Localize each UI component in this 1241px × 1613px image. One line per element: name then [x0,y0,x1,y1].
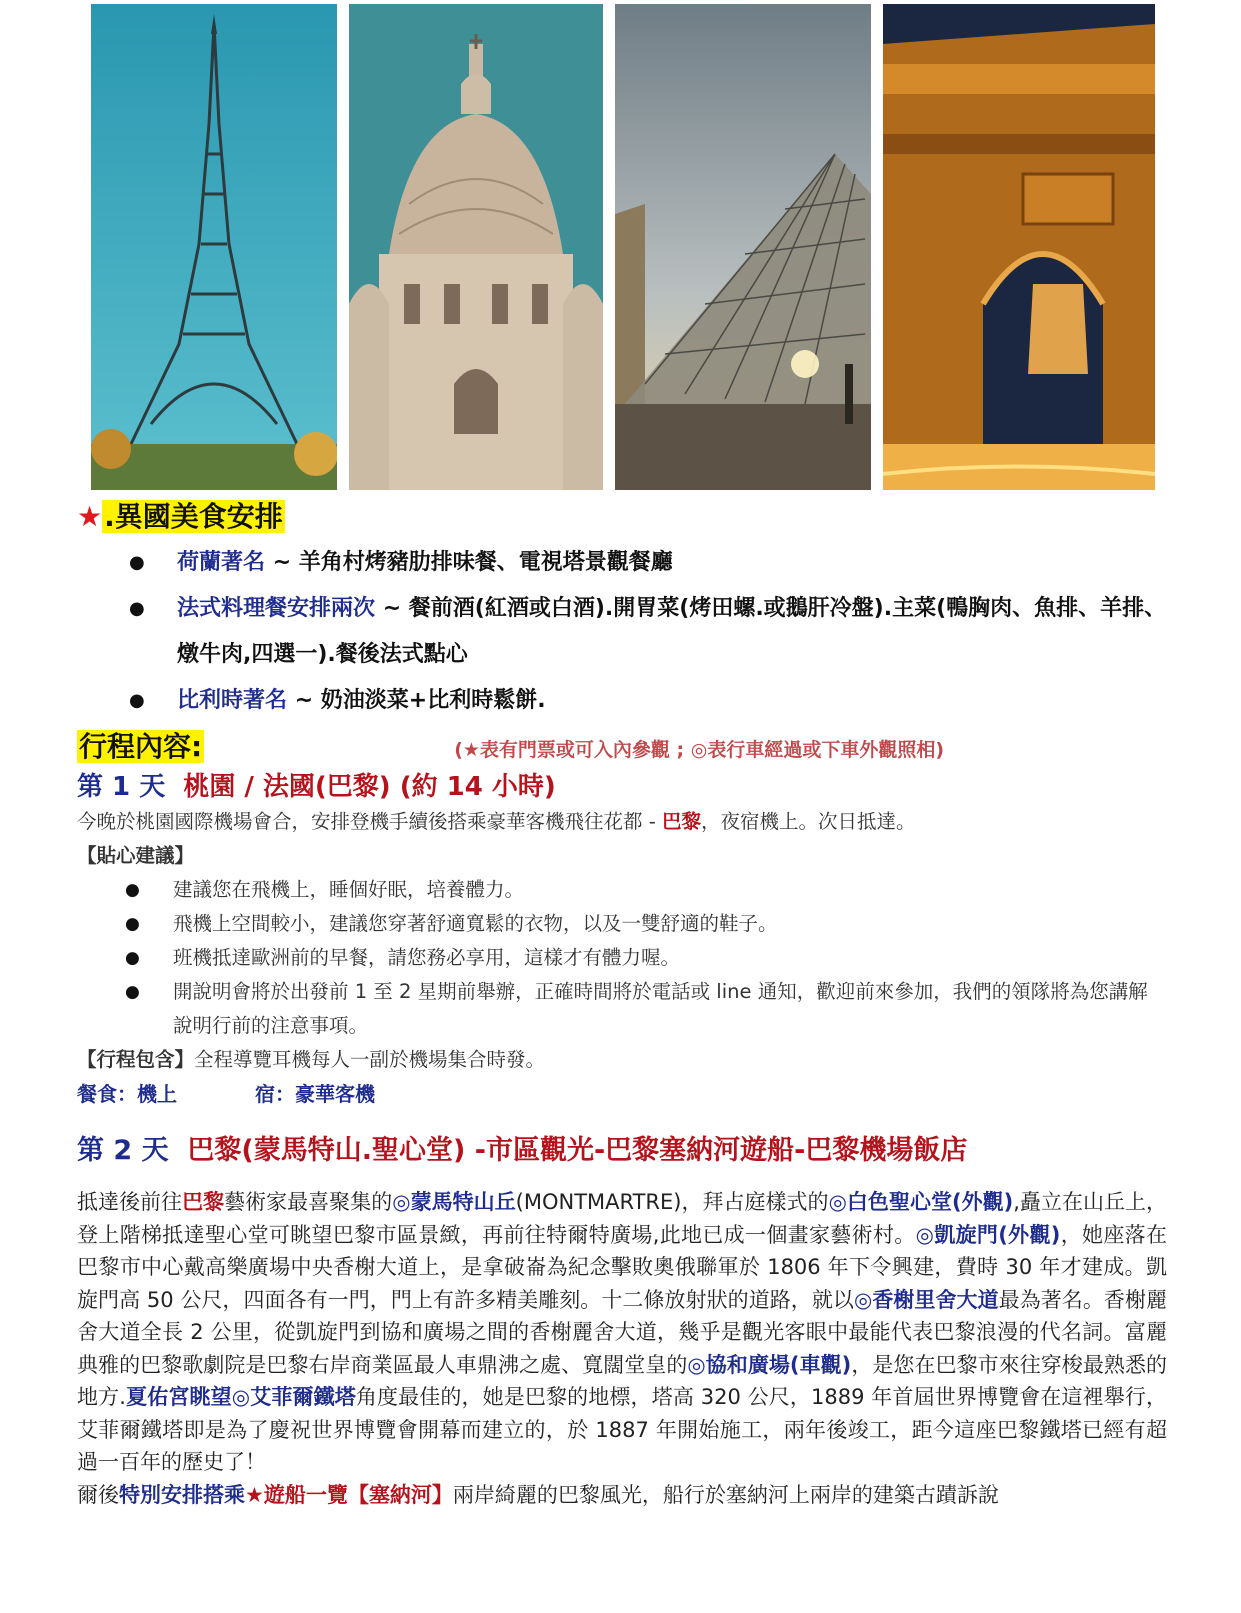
louvre-pyramid-photo [615,4,871,490]
food-title-text: .異國美食安排 [104,500,283,533]
tip-item: ● 開說明會將於出發前 1 至 2 星期前舉辦，正確時間將於電話或 line 通知，歡迎前來參加，我們的領隊將為您講解說明行前的注意事項。 [125,975,1167,1043]
eiffel-tower-photo [91,4,337,490]
food-item-2 [129,586,1167,678]
seine-label: 【塞納河】 [347,1482,453,1507]
day1-meal-stay [77,1077,1167,1111]
cruise-label: ★遊船一覽 [245,1482,348,1507]
day1-route: 桃園 / 法國(巴黎) (約 14 小時) [183,772,556,803]
food-item-sep: ~ [294,687,314,713]
day1-tips-title: 【貼心建議】 [77,843,195,867]
text: 兩岸綺麗的巴黎風光，船行於塞納河上兩岸的建築古蹟訴說 [452,1482,999,1507]
food-item-text: 餐前酒(紅酒或白酒).開胃菜(烤田螺.或鵝肝冷盤).主菜(鴨胸肉、魚排、羊排、燉牛肉,四選一).餐後法式點心 [177,595,1167,667]
sight-arc-de-triomphe: ◎凱旋門(外觀) [915,1222,1061,1247]
text: ，她座落在巴黎市中心戴高樂廣場中央香榭大道上，是拿破崙為紀念擊敗奧俄聯軍於 1806 年下令興建，費時 30 年才建成。凱旋門高 50 公尺，四面各有一門，門上有許多精美雕刻。十二條放射狀的道路，就以 [77,1222,1167,1312]
itinerary-title: 行程內容: [79,729,203,763]
day2-cruise [77,1479,1167,1512]
sight-montmartre: ◎蒙馬特山丘 [392,1190,516,1215]
text: 抵達後前往 [77,1190,183,1215]
day1-number: 第 1 天 [77,772,166,803]
sight-eiffel: ◎艾菲爾鐵塔 [231,1385,356,1410]
food-item-label: 法式料理餐安排兩次 [177,595,376,621]
day1-include-text: 全程導覽耳機每人一副於機場集合時發。 [194,1047,546,1071]
food-item-3 [129,678,1167,724]
food-item-text: 奶油淡菜+比利時鬆餅. [320,687,546,713]
itinerary-header [77,730,1167,764]
text: 角度最佳的，她是巴黎的地標，塔高 320 公尺，1889 年首屆世界博覽會在這裡舉行，艾菲爾鐵塔即是為了慶祝世界博覽會開幕而建立的，於 1887 年開始施工，兩年後竣工，距今這座巴黎鐵塔已經有超過一百年的歷史了！ [77,1385,1167,1475]
sight-chaillot: 夏佑宮眺望 [125,1385,232,1410]
star-icon: ★ [77,500,103,533]
food-section-title [77,500,1167,534]
food-item-text: 羊角村烤豬肋排味餐、電視塔景觀餐廳 [298,549,673,575]
main-content [77,500,1167,1511]
tip-item: ● 建議您在飛機上，睡個好眠，培養體力。 [125,873,1167,907]
city-name: 巴黎 [182,1190,225,1215]
text: 爾後 [77,1482,119,1507]
day1-include-title: 【行程包含】 [77,1047,195,1071]
food-item-sep: ~ [382,595,402,621]
day1-heading [77,771,1167,805]
food-item-1 [129,540,1167,586]
day1-include [77,1043,1167,1077]
arc-de-triomphe-photo [883,4,1155,490]
photo-strip [91,4,1155,490]
day1-stay: 宿：豪華客機 [255,1081,375,1106]
text: 藝術家最喜聚集的 [224,1190,393,1215]
sacre-coeur-photo [349,4,603,490]
sight-sacre-coeur: ◎白色聖心堂(外觀) [828,1190,1014,1215]
day2-description [77,1186,1167,1479]
tip-item: ● 班機抵達歐洲前的早餐，請您務必享用，這樣才有體力喔。 [125,941,1167,975]
food-item-sep: ~ [272,549,292,575]
day2-number: 第 2 天 [77,1134,169,1166]
day1-meal: 餐食：機上 [77,1081,177,1106]
day1-intro-city: 巴黎 [661,809,701,833]
text: 最為著名。香榭麗舍大道全長 2 公里，從凱旋門到協和廣場之間的香榭麗舍大道，幾乎是觀光客眼中最能代表巴黎浪漫的代名詞。富麗典雅的巴黎歌劇院是巴黎右岸商業區最人車鼎沸之處、寬闊堂皇的 [77,1287,1167,1377]
day2-route: 巴黎(蒙馬特山.聖心堂) -市區觀光-巴黎塞納河遊船-巴黎機場飯店 [187,1134,968,1166]
tip-item: ● 飛機上空間較小，建議您穿著舒適寬鬆的衣物，以及一雙舒適的鞋子。 [125,907,1167,941]
sight-concorde: ◎協和廣場(車觀) [687,1352,852,1377]
food-item-label: 荷蘭著名 [177,549,266,575]
food-list [77,540,1167,724]
text: (MONTMARTRE)，拜占庭樣式的 [515,1190,829,1215]
day1-intro-text: 今晚於桃園國際機場會合，安排登機手續後搭乘豪華客機飛往花都 - [77,809,662,833]
food-item-label: 比利時著名 [177,687,288,713]
day1-intro-text-end: ，夜宿機上。次日抵達。 [700,809,916,833]
itinerary-legend: (★表有門票或可入內參觀 ; ◎表行車經過或下車外觀照相) [454,738,945,761]
text: ，是您在巴黎市來往穿梭最熟悉的地方. [77,1352,1167,1410]
day1-intro [77,805,1167,839]
day1-tips-list [77,873,1167,1043]
sight-champs-elysees: ◎香榭里舍大道 [853,1287,999,1312]
text: ,矗立在山丘上，登上階梯抵達聖心堂可眺望巴黎市區景緻，再前往特爾特廣場,此地已成一個畫家藝術村。 [77,1190,1168,1247]
special-arrangement: 特別安排搭乘 [119,1482,245,1507]
day2-heading [77,1133,1167,1168]
